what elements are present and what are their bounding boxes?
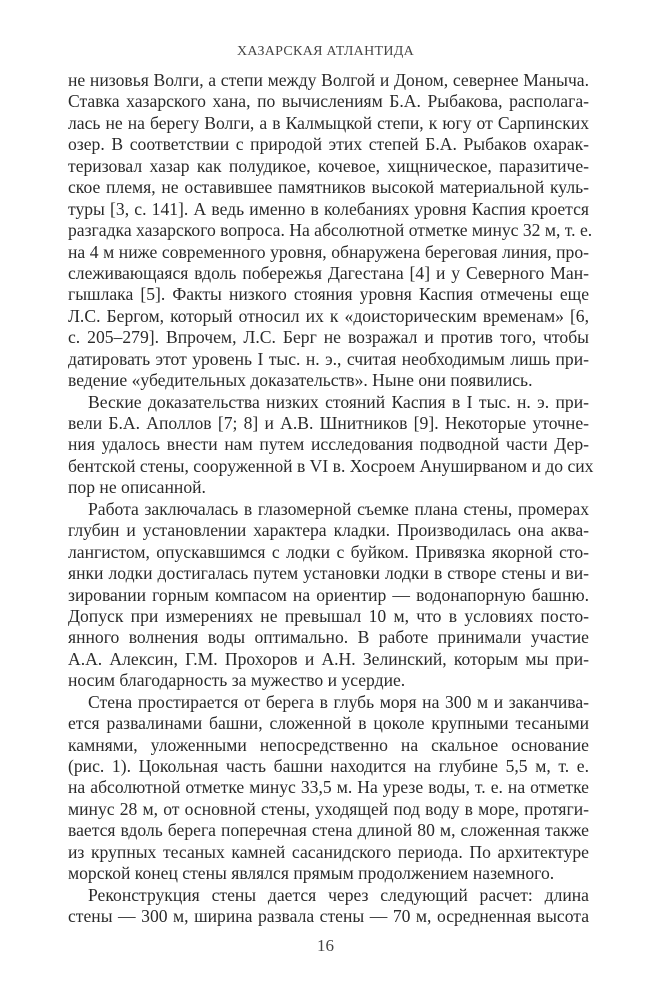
text-line: бентской стены, сооруженной в VI в. Хосроем Ануширваном и до сих — [68, 455, 594, 476]
text-line: янного волнения воды оптимально. В работе принимали участие — [68, 627, 589, 648]
text-line: камнями, уложенными непосредственно на скальное основание — [68, 734, 589, 755]
text-line: вается вдоль берега поперечная стена длиной 80 м, сложенная также — [68, 820, 589, 841]
text-line: Работа заключалась в глазомерной съемке плана стены, промерах — [88, 498, 589, 519]
paragraph — [68, 692, 589, 885]
paragraph — [68, 885, 589, 928]
text-line: из крупных тесаных камней сасанидского периода. По архитектуре — [68, 841, 589, 862]
text-line: минус 28 м, от основной стены, уходящей под воду в море, протяги- — [68, 798, 589, 819]
text-line: зировании горным компасом на ориентир — водонапорную башню. — [68, 584, 589, 605]
page-number: 16 — [317, 936, 334, 955]
text-line: Веские доказательства низких стояний Каспия в I тыс. н. э. при- — [88, 391, 589, 412]
text-line: слеживающаяся вдоль побережья Дагестана [4] и у Северного Ман- — [68, 262, 589, 283]
text-line: Допуск при измерениях не превышал 10 м, что в условиях посто- — [68, 605, 589, 626]
text-line: вели Б.А. Аполлов [7; 8] и А.В. Шнитников [9]. Некоторые уточне- — [68, 413, 589, 433]
text-line: морской конец стены являлся прямым продолжением наземного. — [68, 863, 555, 884]
text-line: ния удалось внести нам путем исследования подводной части Дер- — [68, 434, 589, 455]
text-line: янки лодки достигалась путем установки лодки в створе стены и ви- — [68, 563, 589, 584]
text-line: с. 205–279]. Впрочем, Л.С. Берг не возражал и против того, чтобы — [68, 327, 589, 348]
text-line: стены — 300 м, ширина развала стены — 70 м, осредненная высота — [68, 906, 589, 927]
text-line: носим благодарность за мужество и усердие. — [68, 670, 406, 691]
text-line: лангистом, опускавшимся с лодки с буйком. Привязка якорной сто- — [68, 541, 589, 562]
paragraph — [68, 70, 593, 392]
text-line: датировать этот уровень I тыс. н. э., считая необходимым лишь при- — [68, 348, 589, 369]
text-line: А.А. Алексин, Г.М. Прохоров и А.Н. Зелинский, которым мы при- — [68, 648, 589, 669]
paragraph — [68, 499, 589, 692]
text-line: Л.С. Бергом, который относил их к «доисторическим временам» [6, — [68, 305, 589, 326]
text-line: ское племя, не оставившее памятников высокой материальной куль- — [68, 177, 589, 198]
text-line: (рис. 1). Цокольная часть башни находится на глубине 5,5 м, т. е. — [68, 756, 589, 776]
text-line: ется развалинами башни, сложенной в цоколе крупными тесаными — [68, 713, 589, 734]
text-line: не низовья Волги, а степи между Волгой и Доном, севернее Маныча. — [68, 70, 589, 90]
text-line: лась не на берегу Волги, а в Калмыцкой степи, к югу от Сарпинских — [68, 112, 589, 133]
text-line: озер. В соответствии с природой этих степей Б.А. Рыбаков охарак- — [68, 134, 589, 155]
text-line: Стена простирается от берега в глубь моря на 300 м и заканчива- — [88, 691, 589, 712]
text-line: на абсолютной отметке минус 33,5 м. На урезе воды, т. е. на отметке — [68, 777, 589, 798]
body-text — [68, 70, 594, 928]
paragraph — [68, 391, 594, 499]
text-line: Реконструкция стены дается через следующий расчет: длина — [88, 884, 589, 905]
running-head: ХАЗАРСКАЯ АТЛАНТИДА — [236, 44, 415, 59]
text-line: теризовал хазар как полудикое, кочевое, хищническое, паразитиче- — [68, 155, 589, 176]
text-line: ведение «убедительных доказательств». Ныне они появились. — [68, 370, 533, 391]
text-line: разгадка хазарского вопроса. На абсолютной отметке минус 32 м, т. е. — [68, 220, 593, 241]
text-line: глубин и установлении характера кладки. Производилась она аква- — [68, 520, 589, 541]
text-line: на 4 м ниже современного уровня, обнаружена береговая линия, про- — [68, 241, 589, 262]
text-line: туры [3, с. 141]. А ведь именно в колебаниях уровня Каспия кроется — [68, 198, 589, 219]
text-line: пор не описанной. — [68, 477, 206, 498]
text-line: гышлака [5]. Факты низкого стояния уровня Каспия отмечены еще — [68, 284, 589, 305]
text-line: Ставка хазарского хана, по вычислениям Б.А. Рыбакова, располага- — [68, 91, 589, 112]
